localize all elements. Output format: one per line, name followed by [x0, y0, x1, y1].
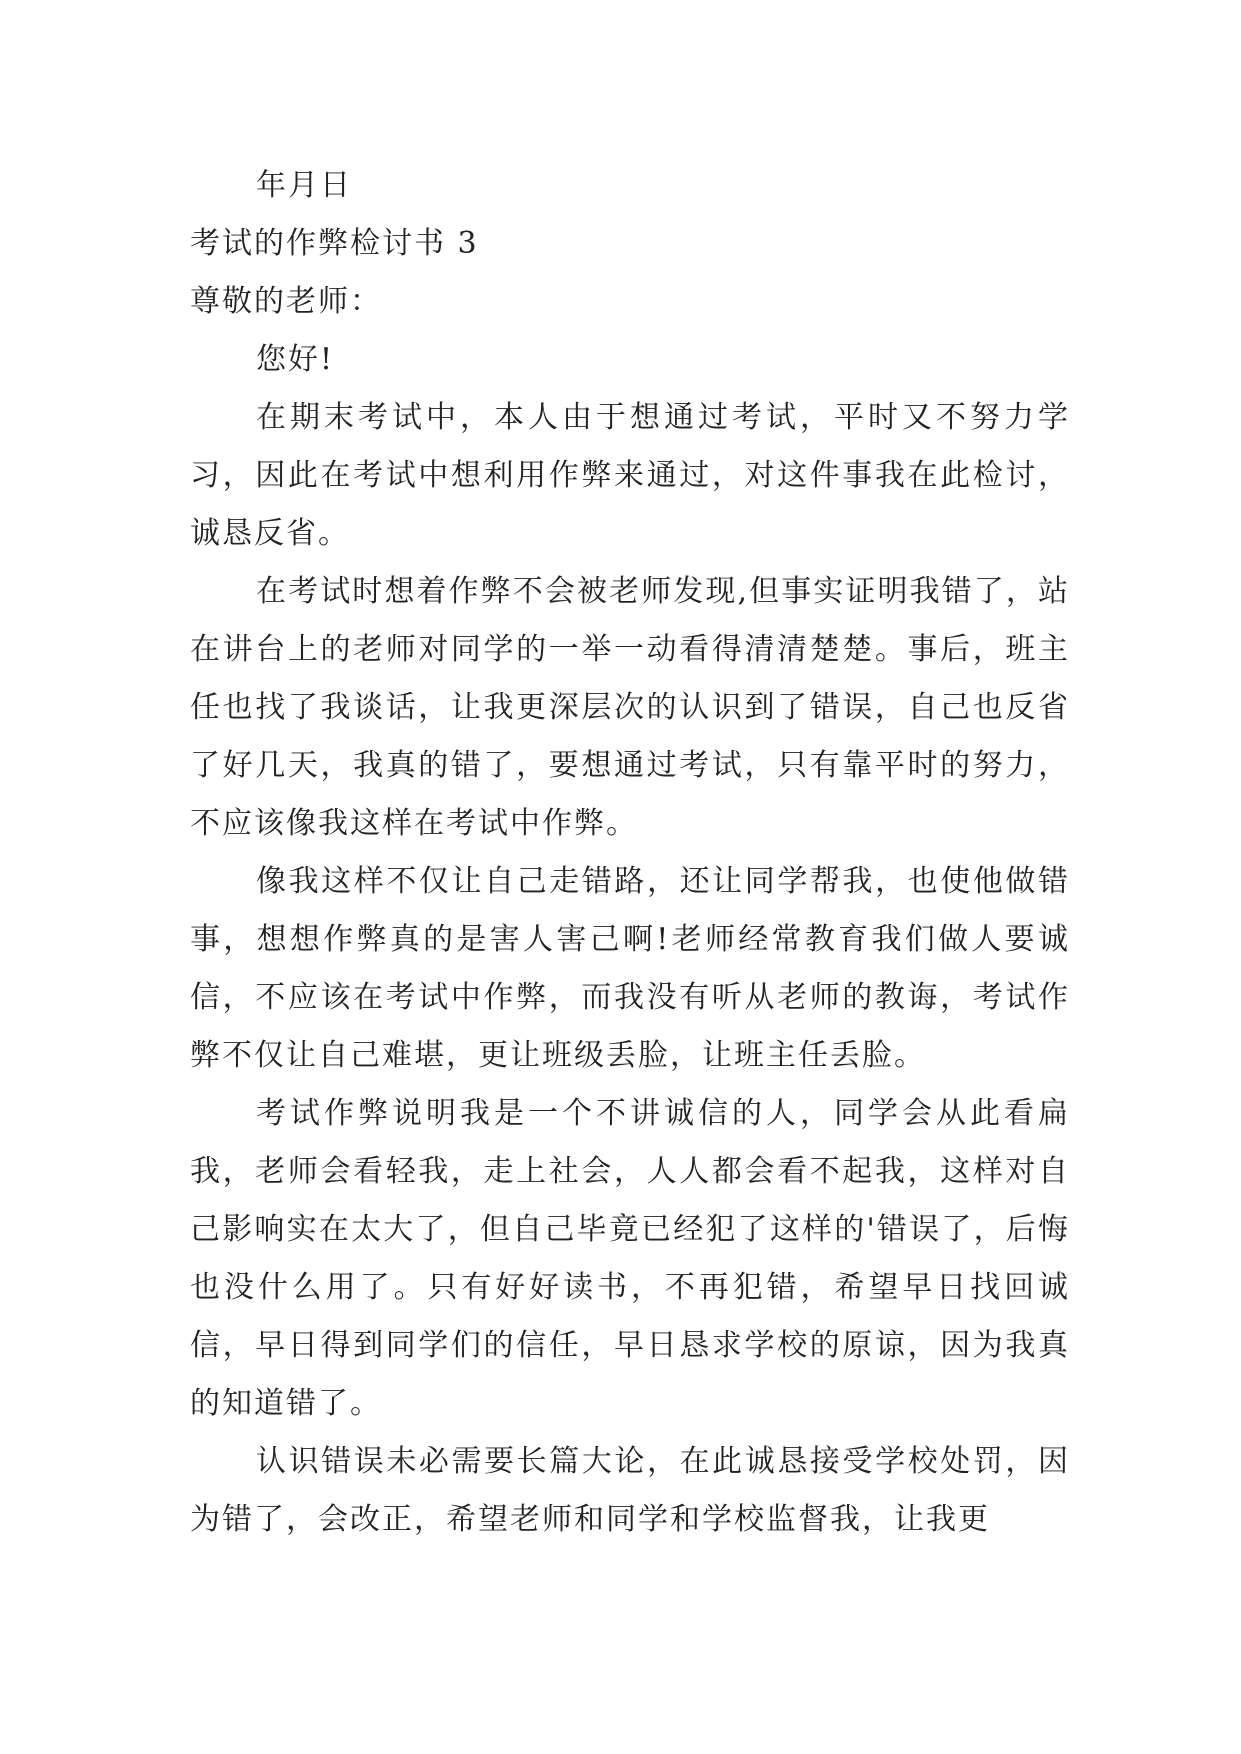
salutation: 尊敬的老师：	[190, 284, 382, 319]
document-body	[190, 157, 1070, 1549]
date-line: 年月日	[256, 168, 352, 203]
paragraph-1: 在期末考试中，本人由于想通过考试，平时又不努力学习，因此在考试中想利用作弊来通过，对这件事我在此检讨，诚恳反省。	[190, 400, 1070, 551]
greeting: 您好!	[256, 342, 335, 377]
paragraph-4: 考试作弊说明我是一个不讲诚信的人，同学会从此看扁我，老师会看轻我，走上社会，人人都会看不起我，这样对自己影响实在太大了，但自己毕竟已经犯了这样的'错误了，后悔也没什么用了。只有好好读书，不再犯错，希望早日找回诚信，早日得到同学们的信任，早日恳求学校的原谅，因为我真的知道错了。	[190, 1096, 1070, 1421]
paragraph-3: 像我这样不仅让自己走错路，还让同学帮我，也使他做错事，想想作弊真的是害人害己啊!老师经常教育我们做人要诚信，不应该在考试中作弊，而我没有听从老师的教诲，考试作弊不仅让自己难堪，更让班级丢脸，让班主任丢脸。	[190, 864, 1070, 1073]
paragraph-5: 认识错误未必需要长篇大论，在此诚恳接受学校处罚，因为错了，会改正，希望老师和同学和学校监督我，让我更	[190, 1444, 1070, 1537]
paragraph-2: 在考试时想着作弊不会被老师发现,但事实证明我错了，站在讲台上的老师对同学的一举一动看得清清楚楚。事后，班主任也找了我谈话，让我更深层次的认识到了错误，自己也反省了好几天，我真的错了，要想通过考试，只有靠平时的努力，不应该像我这样在考试中作弊。	[190, 574, 1070, 841]
document-title: 考试的作弊检讨书 3	[190, 226, 479, 261]
